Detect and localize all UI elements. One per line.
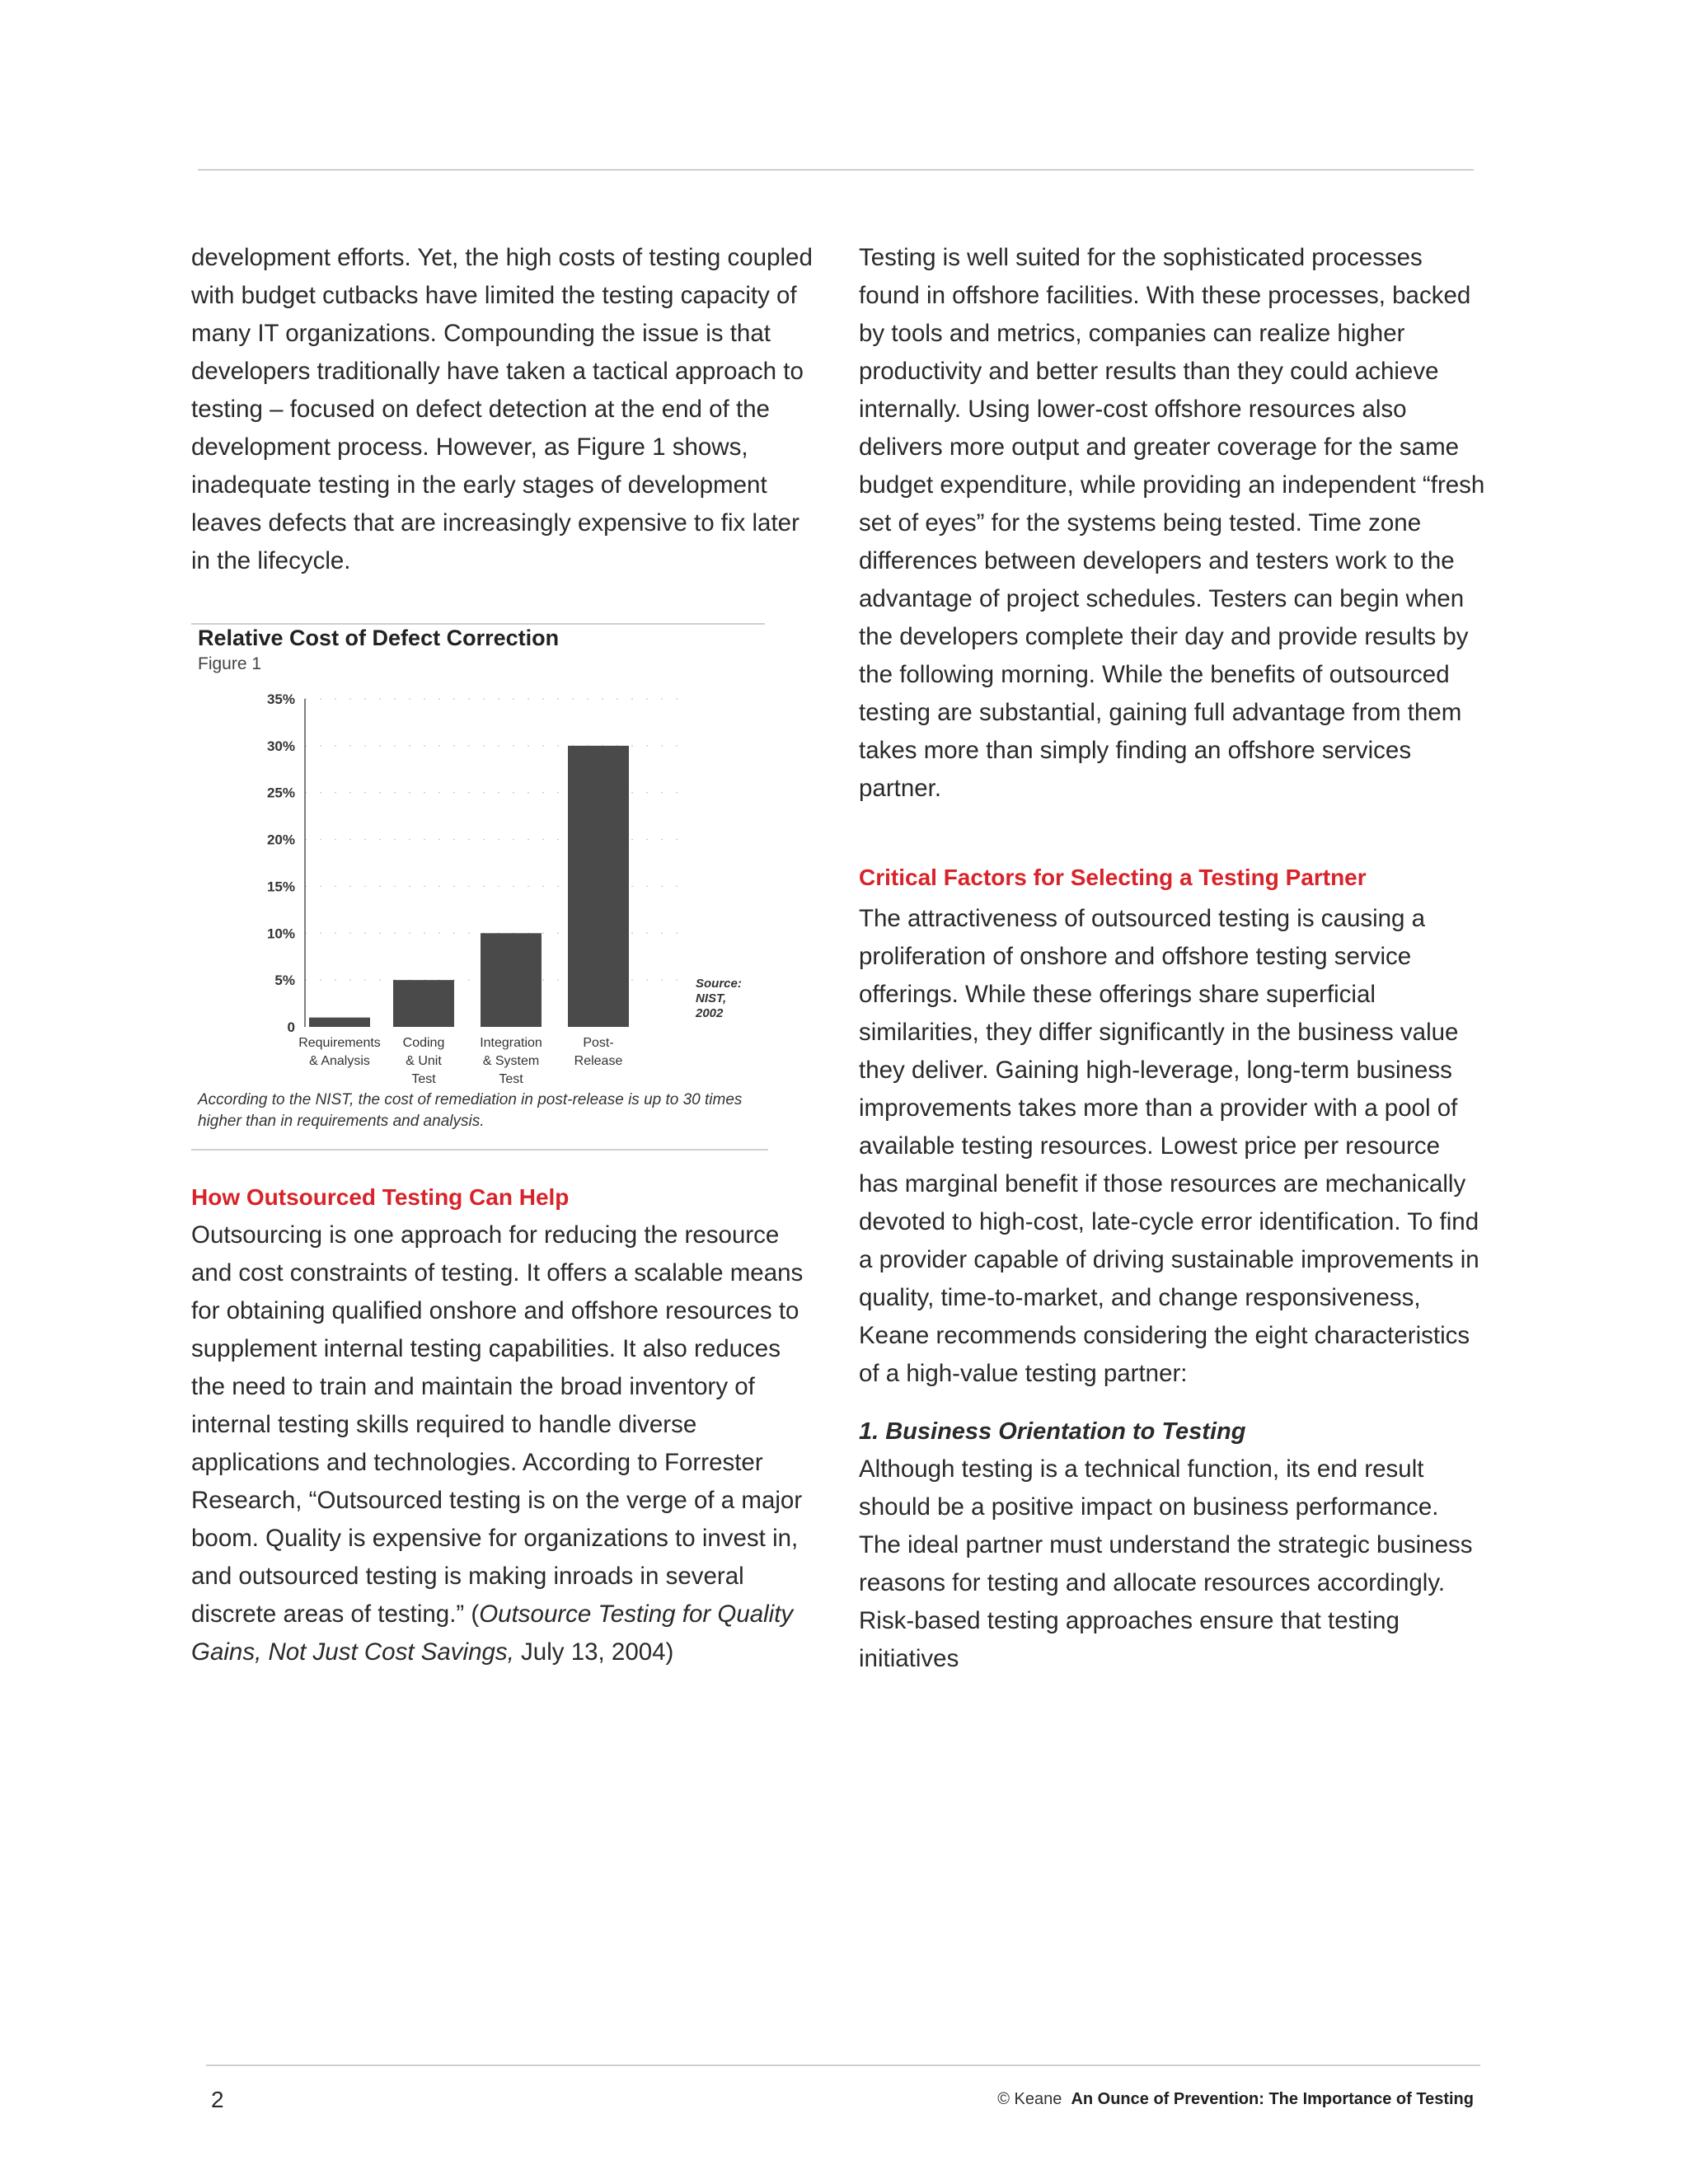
x-tick-label: Test xyxy=(411,1072,436,1086)
intro-paragraph: development efforts. Yet, the high costs of testing coupled with budget cutbacks have limited the testing capacity of many IT organizations. Compounding the issue is that developers traditionally have taken a tactical approach to testing – focused on defect detection at the end of the development process. However, as Figure 1 shows, inadequate testing in the early stages of development leaves defects that are increasingly expensive to fix later in the lifecycle. xyxy=(191,244,813,574)
figure-title: Relative Cost of Defect Correction xyxy=(198,626,560,650)
critical-factors-paragraph: The attractiveness of outsourced testing is causing a proliferation of onshore and offshore testing service offerings. While these offerings share superficial similarities, they differ significantly in the business value they deliver. Gaining high-leverage, long-term business improvements takes more than a provider with a pool of available testing resources. Lowest price per resource has marginal benefit if those resources are mechanically devoted to high-cost, late-cycle error identification. To find a provider capable of driving sustainable improvements in quality, time-to-market, and change responsiveness, Keane recommends considering the eight characteristics of a high-value testing partner: xyxy=(859,905,1479,1387)
left-column xyxy=(191,239,818,1671)
figure-bottom-divider xyxy=(191,1149,768,1151)
figure-1 xyxy=(191,623,768,1151)
source-line-2: NIST, xyxy=(696,991,727,1005)
y-tick-labels xyxy=(267,691,295,1035)
bar xyxy=(481,933,542,1027)
citation-date: July 13, 2004) xyxy=(513,1638,674,1666)
y-tick-label: 5% xyxy=(274,972,295,989)
section-heading-critical-factors: Critical Factors for Selecting a Testing Partner xyxy=(859,865,1367,890)
bar xyxy=(568,746,629,1027)
business-orientation-paragraph: Although testing is a technical function, its end result should be a positive impact on business performance. The ideal partner must understand the strategic business reasons for testing and allocate resources accordingly. Risk-based testing approaches ensure that testing initiatives xyxy=(859,1455,1473,1672)
x-tick-label: Release xyxy=(574,1054,623,1068)
footer-company: © Keane xyxy=(997,2090,1062,2108)
bar-chart xyxy=(191,682,768,1086)
figure-caption: According to the NIST, the cost of remediation in post-release is up to 30 times higher than in requirements and analysis. xyxy=(198,1091,743,1130)
x-tick-label: Requirements xyxy=(298,1036,381,1050)
offshore-paragraph: Testing is well suited for the sophisticated processes found in offshore facilities. With these processes, backed by tools and metrics, companies can realize higher productivity and better results than they could achieve internally. Using lower-cost offshore resources also delivers more output and greater coverage for the same budget expenditure, while providing an independent “fresh set of eyes” for the systems being tested. Time zone differences between developers and testers work to the advantage of project schedules. Testers can begin when the developers complete their day and provide results by the following morning. While the benefits of outsourced testing are substantial, gaining full advantage from them takes more than simply finding an offshore services partner. xyxy=(859,244,1485,802)
top-divider xyxy=(198,169,1474,171)
x-tick-label: & Analysis xyxy=(309,1054,370,1068)
x-tick-label: Integration xyxy=(480,1036,542,1050)
y-tick-label: 15% xyxy=(266,879,295,895)
page-number: 2 xyxy=(211,2087,224,2112)
y-tick-label: 30% xyxy=(266,738,295,754)
y-tick-label: 0 xyxy=(287,1019,295,1035)
subheading-business-orientation: 1. Business Orientation to Testing xyxy=(859,1418,1246,1445)
source-line-1: Source: xyxy=(696,977,742,991)
y-tick-label: 25% xyxy=(266,785,295,801)
bar xyxy=(309,1018,370,1027)
chart-source-note xyxy=(695,977,742,1020)
footer-divider xyxy=(206,2064,1480,2066)
y-tick-label: 35% xyxy=(266,691,295,707)
x-tick-label: Post- xyxy=(583,1036,614,1050)
footer-doc-title: An Ounce of Prevention: The Importance of Testing xyxy=(1071,2090,1474,2108)
outsourced-paragraph xyxy=(191,1216,818,1671)
x-tick-label: & System xyxy=(482,1054,540,1068)
citation-title: Outsource Testing for Quality Gains, Not Just Cost Savings, xyxy=(191,1601,794,1666)
x-tick-label: Test xyxy=(499,1072,523,1086)
bar xyxy=(393,980,454,1027)
x-tick-label: Coding xyxy=(402,1036,445,1050)
right-column xyxy=(859,239,1485,1678)
footer-title xyxy=(997,2090,1474,2109)
figure-label: Figure 1 xyxy=(198,654,262,673)
x-tick-label: & Unit xyxy=(406,1054,442,1068)
outsourced-text: Outsourcing is one approach for reducing the resource and cost constraints of testing. It offers a scalable means for obtaining qualified onshore and offshore resources to supplement internal testing capabilities. It also reduces the need to train and maintain the broad inventory of internal testing skills required to handle diverse applications and technologies. According to Forrester Research, “Outsourced testing is on the verge of a major boom. Quality is expensive for organizations to invest in, and outsourced testing is making inroads in several discrete areas of testing.” ( xyxy=(191,1221,804,1628)
y-tick-label: 20% xyxy=(266,832,295,848)
figure-top-divider xyxy=(191,623,765,625)
y-tick-label: 10% xyxy=(266,926,295,942)
x-tick-labels xyxy=(298,1036,622,1086)
section-heading-outsourced: How Outsourced Testing Can Help xyxy=(191,1184,570,1210)
source-line-3: 2002 xyxy=(696,1006,724,1020)
